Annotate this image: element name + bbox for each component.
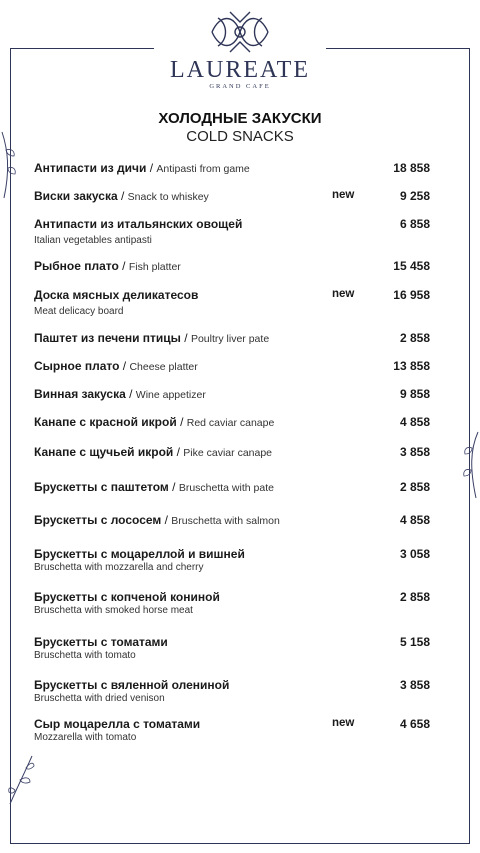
new-badge: new <box>332 288 355 300</box>
menu-item <box>34 288 434 317</box>
item-price: 6 858 <box>399 217 430 231</box>
item-name-ru: Брускетты с лососем <box>34 513 162 527</box>
item-price: 4 858 <box>399 513 430 527</box>
menu-item: Винная закуска / Wine appetizer 9 858 <box>34 387 430 401</box>
item-name-en: Meat delicacy board <box>34 306 124 317</box>
item-name-ru: Рыбное плато <box>34 259 119 273</box>
item-name-en: Poultry liver pate <box>190 333 270 345</box>
brand-name: LAUREATE <box>170 57 310 83</box>
menu-item <box>34 547 434 573</box>
item-name-en: Antipasti from game <box>156 163 250 175</box>
item-price: 3 858 <box>399 445 430 459</box>
item-name-en: Fish platter <box>128 261 181 273</box>
menu-item: Брускетты с паштетом / Bruschetta with pate 2 858 <box>34 480 430 494</box>
item-price: 16 958 <box>393 288 430 302</box>
menu-item <box>34 217 434 246</box>
item-name-ru: Винная закуска <box>34 387 126 401</box>
item-name-en: Italian vegetables antipasti <box>34 235 152 246</box>
item-price: 5 158 <box>399 635 430 649</box>
item-name-ru: Канапе с красной икрой <box>34 415 177 429</box>
item-name-en: Wine appetizer <box>135 389 206 401</box>
section-title-ru: ХОЛОДНЫЕ ЗАКУСКИ <box>158 110 322 127</box>
menu-item: Канапе с щучьей икрой / Pike caviar canape 3 858 <box>34 445 430 459</box>
item-name-en: Mozzarella with tomato <box>34 732 137 743</box>
item-price: 18 858 <box>393 161 430 175</box>
item-name-ru: Брускетты с паштетом <box>34 480 169 494</box>
item-name-ru: Антипасти из итальянских овощей <box>34 217 243 231</box>
laureate-emblem-icon <box>208 10 272 54</box>
item-name-ru: Брускетты с томатами <box>34 635 168 649</box>
item-name-en: Cheese platter <box>129 361 198 373</box>
menu-item <box>34 678 434 704</box>
item-price: 9 858 <box>399 387 430 401</box>
menu-item: Паштет из печени птицы / Poultry liver pate 2 858 <box>34 331 430 345</box>
item-name-ru: Брускетты с вяленной олениной <box>34 678 230 692</box>
item-price: 4 858 <box>399 415 430 429</box>
item-name-en: Bruschetta with dried venison <box>34 693 165 704</box>
menu-item: Рыбное плато / Fish platter 15 458 <box>34 259 430 273</box>
item-name-en: Snack to whiskey <box>127 191 209 203</box>
item-price: 3 058 <box>399 547 430 561</box>
item-name-ru: Доска мясных деликатесов <box>34 288 199 302</box>
item-price: 2 858 <box>399 590 430 604</box>
item-name-ru: Антипасти из дичи <box>34 161 147 175</box>
item-name-ru: Канапе с щучьей икрой <box>34 445 174 459</box>
leaf-branch-icon <box>462 430 480 500</box>
menu-item <box>34 717 434 743</box>
item-name-en: Bruschetta with mozzarella and cherry <box>34 562 204 573</box>
menu-item <box>34 590 434 616</box>
section-title-en: COLD SNACKS <box>186 128 294 145</box>
item-name-en: Red caviar canape <box>186 417 275 429</box>
item-name-en: Bruschetta with pate <box>178 482 274 494</box>
item-price: 13 858 <box>393 359 430 373</box>
menu-item: Канапе с красной икрой / Red caviar canape 4 858 <box>34 415 430 429</box>
item-price: 3 858 <box>399 678 430 692</box>
item-name-ru: Брускетты с моцареллой и вишней <box>34 547 245 561</box>
item-price: 15 458 <box>393 259 430 273</box>
item-name-ru: Паштет из печени птицы <box>34 331 181 345</box>
item-name-en: Bruschetta with smoked horse meat <box>34 605 193 616</box>
item-price: 2 858 <box>399 331 430 345</box>
item-name-ru: Сырное плато <box>34 359 120 373</box>
menu-item: Антипасти из дичи / Antipasti from game 18 858 <box>34 161 430 175</box>
new-badge: new <box>332 189 355 201</box>
leaf-branch-icon <box>6 752 36 807</box>
brand-tagline: GRAND CAFE <box>209 83 271 90</box>
item-name-en: Pike caviar canape <box>183 447 273 459</box>
item-price: 9 258 <box>399 189 430 203</box>
new-badge: new <box>332 717 355 729</box>
item-name-ru: Виски закуска <box>34 189 118 203</box>
menu-item: Виски закуска / Snack to whiskey new 9 258 <box>34 189 430 203</box>
item-name-ru: Брускетты с копченой кониной <box>34 590 220 604</box>
menu-item: Брускетты с лососем / Bruschetta with salmon 4 858 <box>34 513 430 527</box>
menu-item <box>34 635 434 661</box>
item-name-ru: Сыр моцарелла с томатами <box>34 717 201 731</box>
item-name-en: Bruschetta with salmon <box>171 515 280 527</box>
menu-item: Сырное плато / Cheese platter 13 858 <box>34 359 430 373</box>
item-name-en: Bruschetta with tomato <box>34 650 136 661</box>
item-price: 2 858 <box>399 480 430 494</box>
item-price: 4 658 <box>399 717 430 731</box>
